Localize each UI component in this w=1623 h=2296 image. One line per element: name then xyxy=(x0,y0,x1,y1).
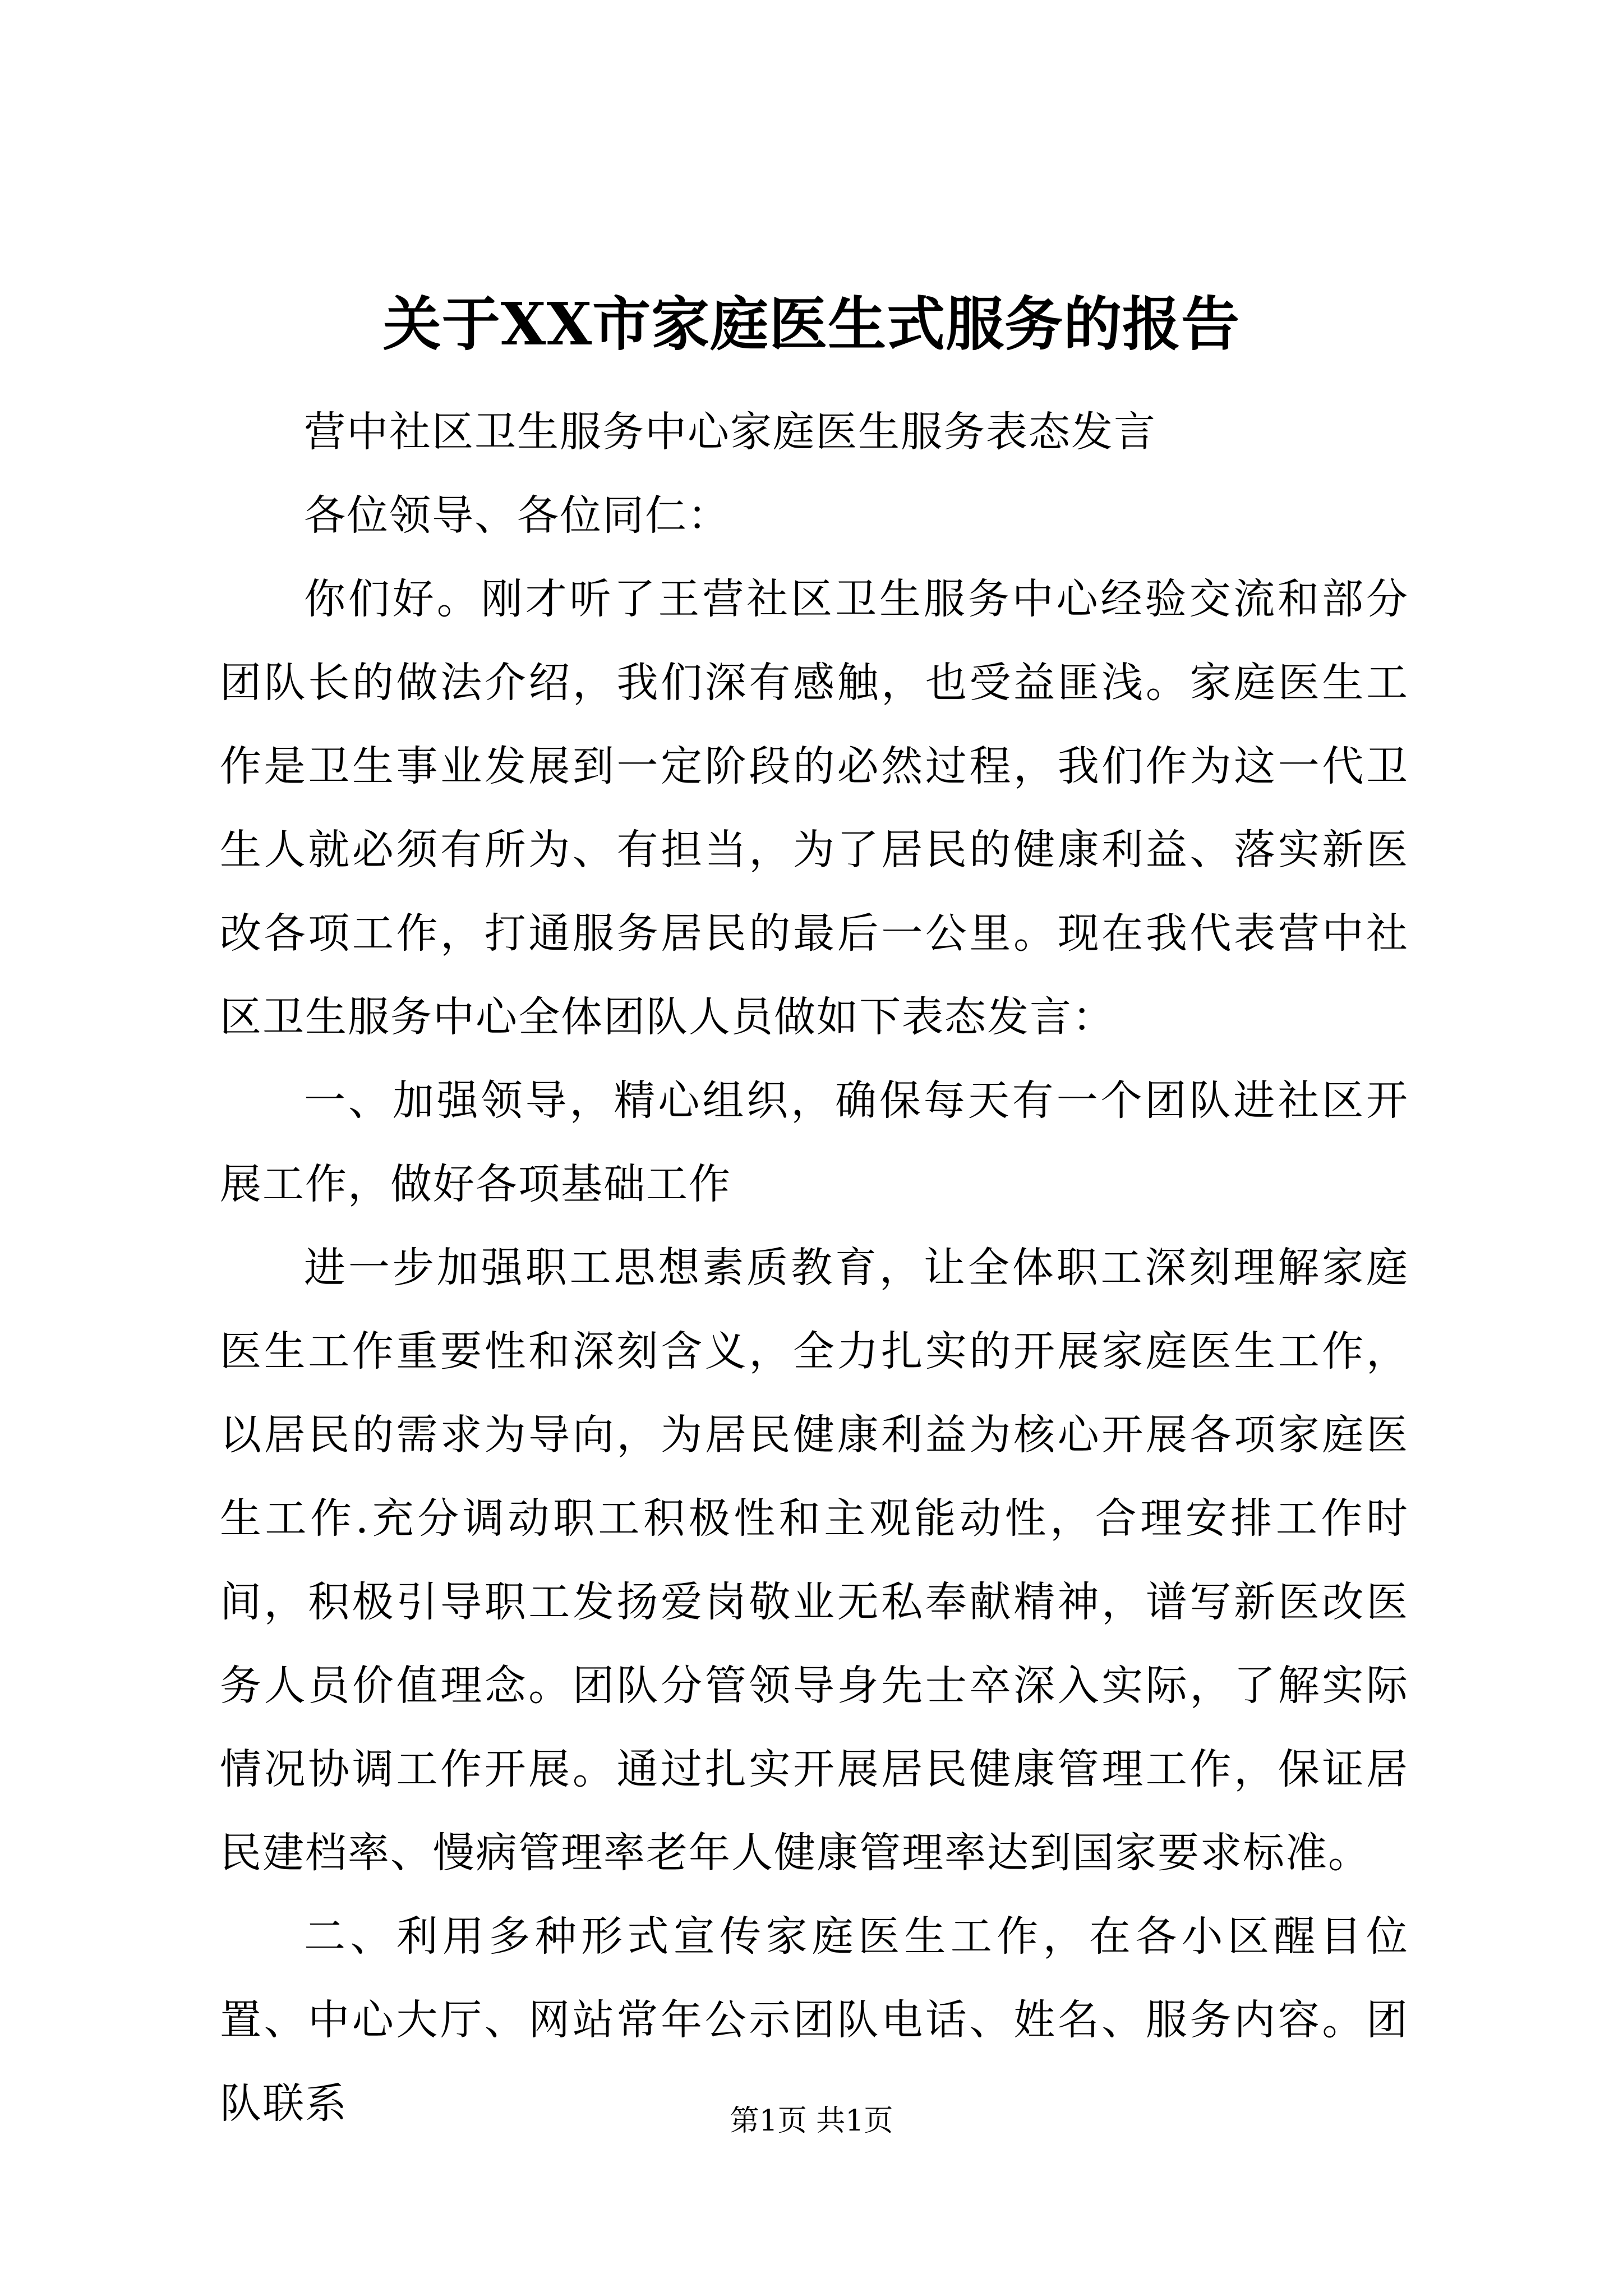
document-body xyxy=(220,390,1409,2146)
salutation-paragraph: 各位领导、各位同仁： xyxy=(304,491,730,540)
intro-paragraph: 你们好。刚才听了王营社区卫生服务中心经验交流和部分团队长的做法介绍，我们深有感触，也受益匪浅。家庭医生工作是卫生事业发展到一定阶段的必然过程，我们作为这一代卫生人就必须有所为、有担当，为了居民的健康利益、落实新医改各项工作，打通服务居民的最后一公里。现在我代表营中社区卫生服务中心全体团队人员做如下表态发言： xyxy=(220,575,1409,1041)
page-number-footer: 第1页 共1页 xyxy=(730,2104,893,2138)
document-title: 关于XX市家庭医生式服务的报告 xyxy=(382,289,1241,358)
section-heading-two: 二、利用多种形式宣传家庭医生工作，在各小区醒目位置、中心大厅、网站常年公示团队电话、姓名、服务内容。团队联系 xyxy=(220,1912,1409,2128)
section-heading-one: 一、加强领导，精心组织，确保每天有一个团队进社区开展工作，做好各项基础工作 xyxy=(220,1076,1409,1208)
section-one-paragraph: 进一步加强职工思想素质教育，让全体职工深刻理解家庭医生工作重要性和深刻含义，全力扎实的开展家庭医生工作，以居民的需求为导向，为居民健康利益为核心开展各项家庭医生工作.充分调动职工积极性和主观能动性，合理安排工作时间，积极引导职工发扬爱岗敬业无私奉献精神，谱写新医改医务人员价值理念。团队分管领导身先士卒深入实际，了解实际情况协调工作开展。通过扎实开展居民健康管理工作，保证居民建档率、慢病管理率老年人健康管理率达到国家要求标准。 xyxy=(220,1244,1409,1877)
subtitle-paragraph: 营中社区卫生服务中心家庭医生服务表态发言 xyxy=(304,408,1156,456)
